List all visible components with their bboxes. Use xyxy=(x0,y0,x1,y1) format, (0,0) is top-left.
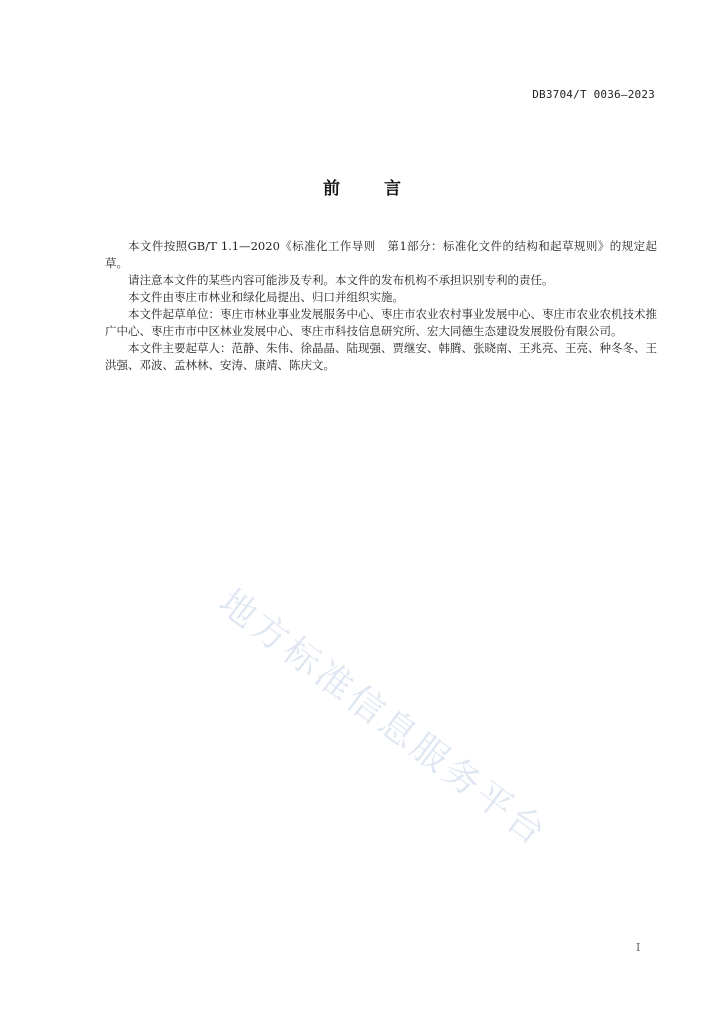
standard-code: DB3704/T 0036—2023 xyxy=(532,88,655,101)
watermark: 地方标准信息服务平台 xyxy=(211,581,556,856)
paragraph-patent-notice: 请注意本文件的某些内容可能涉及专利。本文件的发布机构不承担识别专利的责任。 xyxy=(128,273,554,287)
paragraph-drafters: 本文件主要起草人：范静、朱伟、徐晶晶、陆现强、贾继安、韩腾、张晓南、王兆亮、王亮、种冬冬、王洪强、邓波、孟林林、安涛、康靖、陈庆文。 xyxy=(105,341,657,372)
page-number: I xyxy=(636,941,641,954)
foreword-body xyxy=(105,238,657,374)
page-title: 前言 xyxy=(323,179,445,199)
paragraph-drafting-rules: 本文件按照GB/T 1.1—2020《标准化工作导则 第1部分：标准化文件的结构和起草规则》的规定起草。 xyxy=(105,239,657,270)
paragraph-proposer: 本文件由枣庄市林业和绿化局提出、归口并组织实施。 xyxy=(128,290,404,304)
paragraph-drafting-units: 本文件起草单位：枣庄市林业事业发展服务中心、枣庄市农业农村事业发展中心、枣庄市农业农机技术推广中心、枣庄市市中区林业发展中心、枣庄市科技信息研究所、宏大同德生态建设发展股份有限公司。 xyxy=(105,307,657,338)
